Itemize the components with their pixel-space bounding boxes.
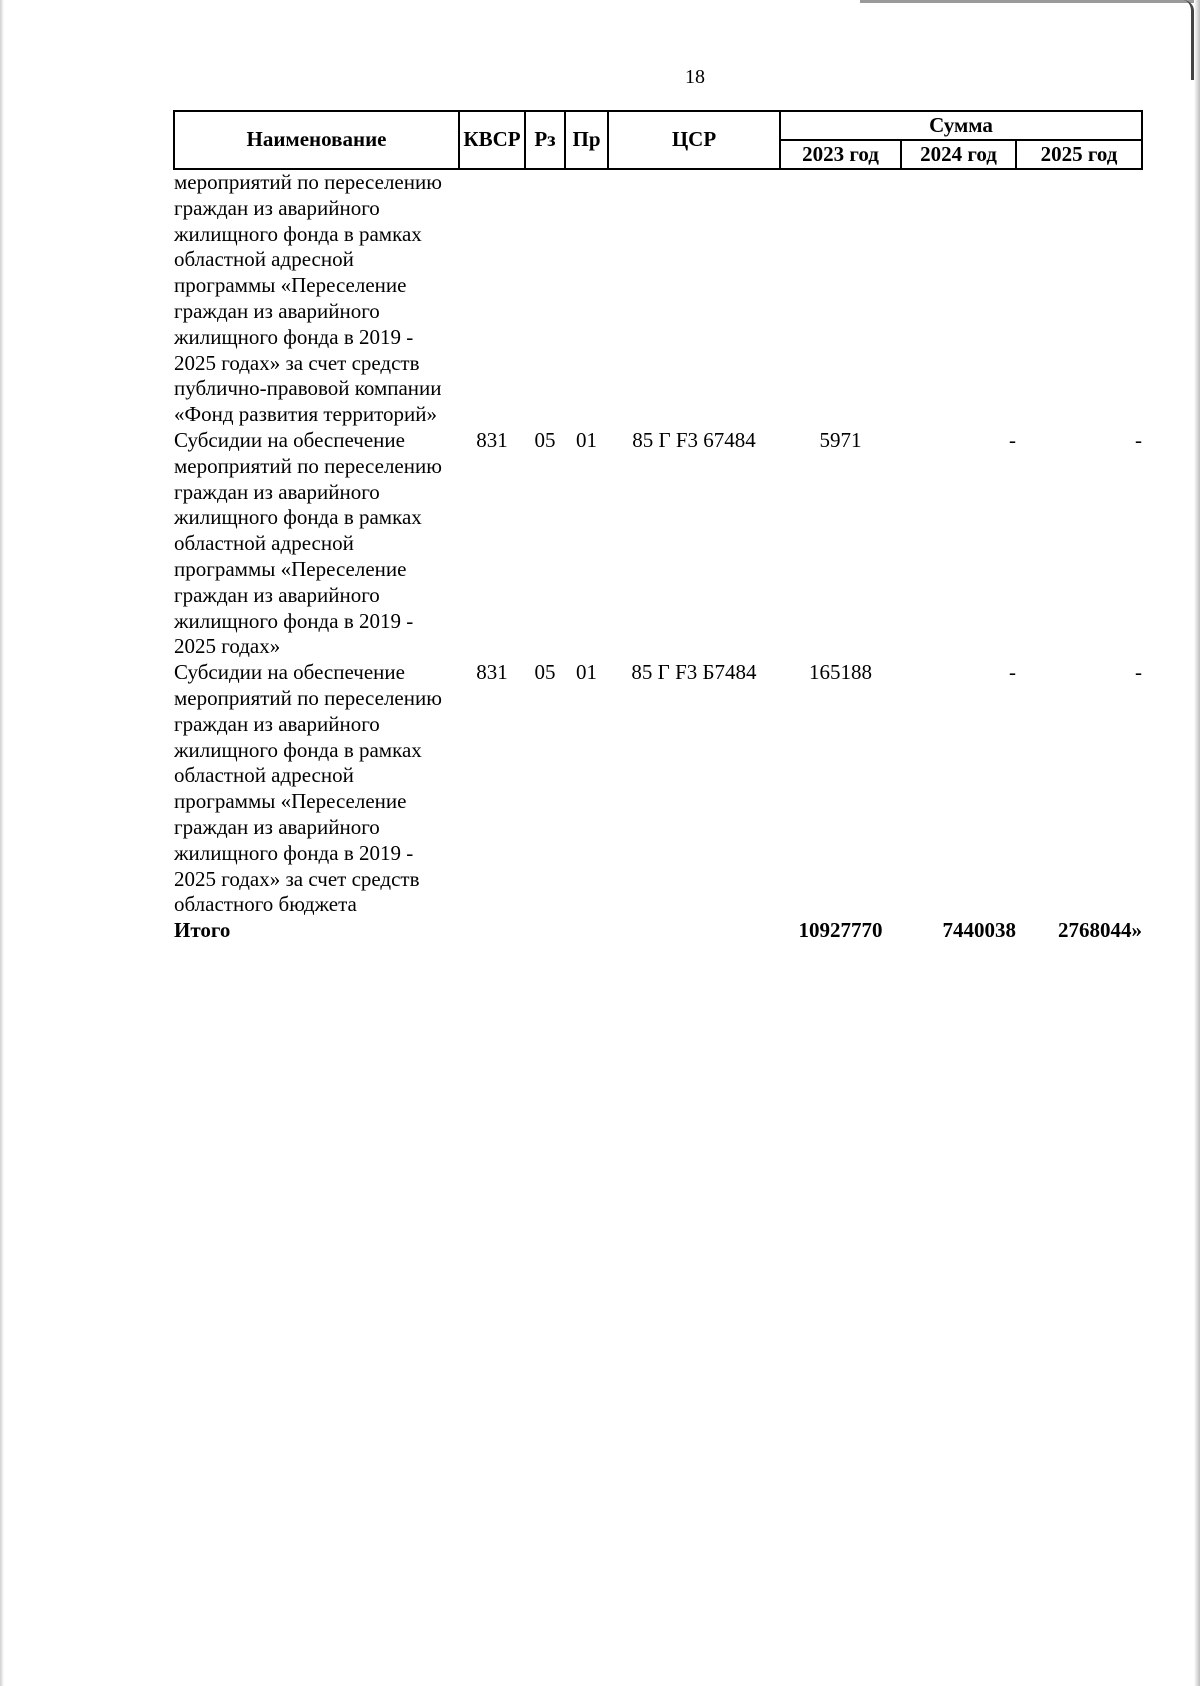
total-row [174,918,1142,944]
page-corner-curl [1183,0,1194,80]
total-2024: 7440038 [942,918,1016,943]
header-pr: Пр [565,111,608,169]
row-csr [608,169,780,428]
row-pr: 01 [576,427,597,452]
row-2023 [780,169,901,428]
row-kvsr: 831 [476,660,508,685]
table-row [174,428,1142,660]
header-2025: 2025 год [1016,140,1142,169]
header-rz: Рз [525,111,565,169]
row-2023: 165188 [809,660,872,685]
row-csr: 85 Г F3 67484 [632,427,756,452]
row-csr: 85 Г F3 Б7484 [631,660,757,685]
header-kvsr: КВСР [459,111,525,169]
table-row [174,660,1142,918]
row-kvsr [459,169,525,428]
budget-table [173,110,1143,944]
row-name: мероприятий по переселению граждан из аварийного жилищного фонда в рамках областной адресной программы «Переселение граждан из аварийного жилищного фонда в 2019 - 2025 годах» за счет средств публично-правовой компании «Фонд развития территорий» [174,170,442,427]
row-kvsr: 831 [476,427,508,452]
table-row [174,169,1142,428]
total-2023: 10927770 [798,918,883,943]
total-2025: 2768044» [1058,918,1143,943]
total-label: Итого [174,918,231,943]
page-edge-top [860,0,1200,3]
page-edge-right [1194,0,1200,1686]
header-csr: ЦСР [608,111,780,169]
header-2024: 2024 год [901,140,1016,169]
row-name: Субсидии на обеспечение мероприятий по переселению граждан из аварийного жилищного фонда в рамках областной адресной программы «Переселение граждан из аварийного жилищного фонда в 2019 - 2025 годах» за счет средств областного бюджета [174,660,442,917]
row-2023: 5971 [819,427,862,452]
header-2023: 2023 год [780,140,901,169]
row-rz: 05 [534,660,556,685]
row-pr: 01 [576,660,597,685]
row-2025 [1016,169,1142,428]
page-number: 18 [685,66,705,88]
page-edge-left [0,0,4,1686]
row-2024 [901,169,1016,428]
header-sum: Сумма [780,111,1142,140]
row-2024: - [1009,660,1016,685]
row-rz: 05 [534,427,556,452]
row-2024: - [1009,427,1016,452]
table-header [174,111,1142,169]
row-2025: - [1135,660,1143,685]
row-rz [525,169,565,428]
row-pr [565,169,608,428]
header-name: Наименование [174,111,459,169]
row-2025: - [1135,427,1143,452]
row-name: Субсидии на обеспечение мероприятий по переселению граждан из аварийного жилищного фонда в рамках областной адресной программы «Переселение граждан из аварийного жилищного фонда в 2019 - 2025 годах» [174,427,442,659]
